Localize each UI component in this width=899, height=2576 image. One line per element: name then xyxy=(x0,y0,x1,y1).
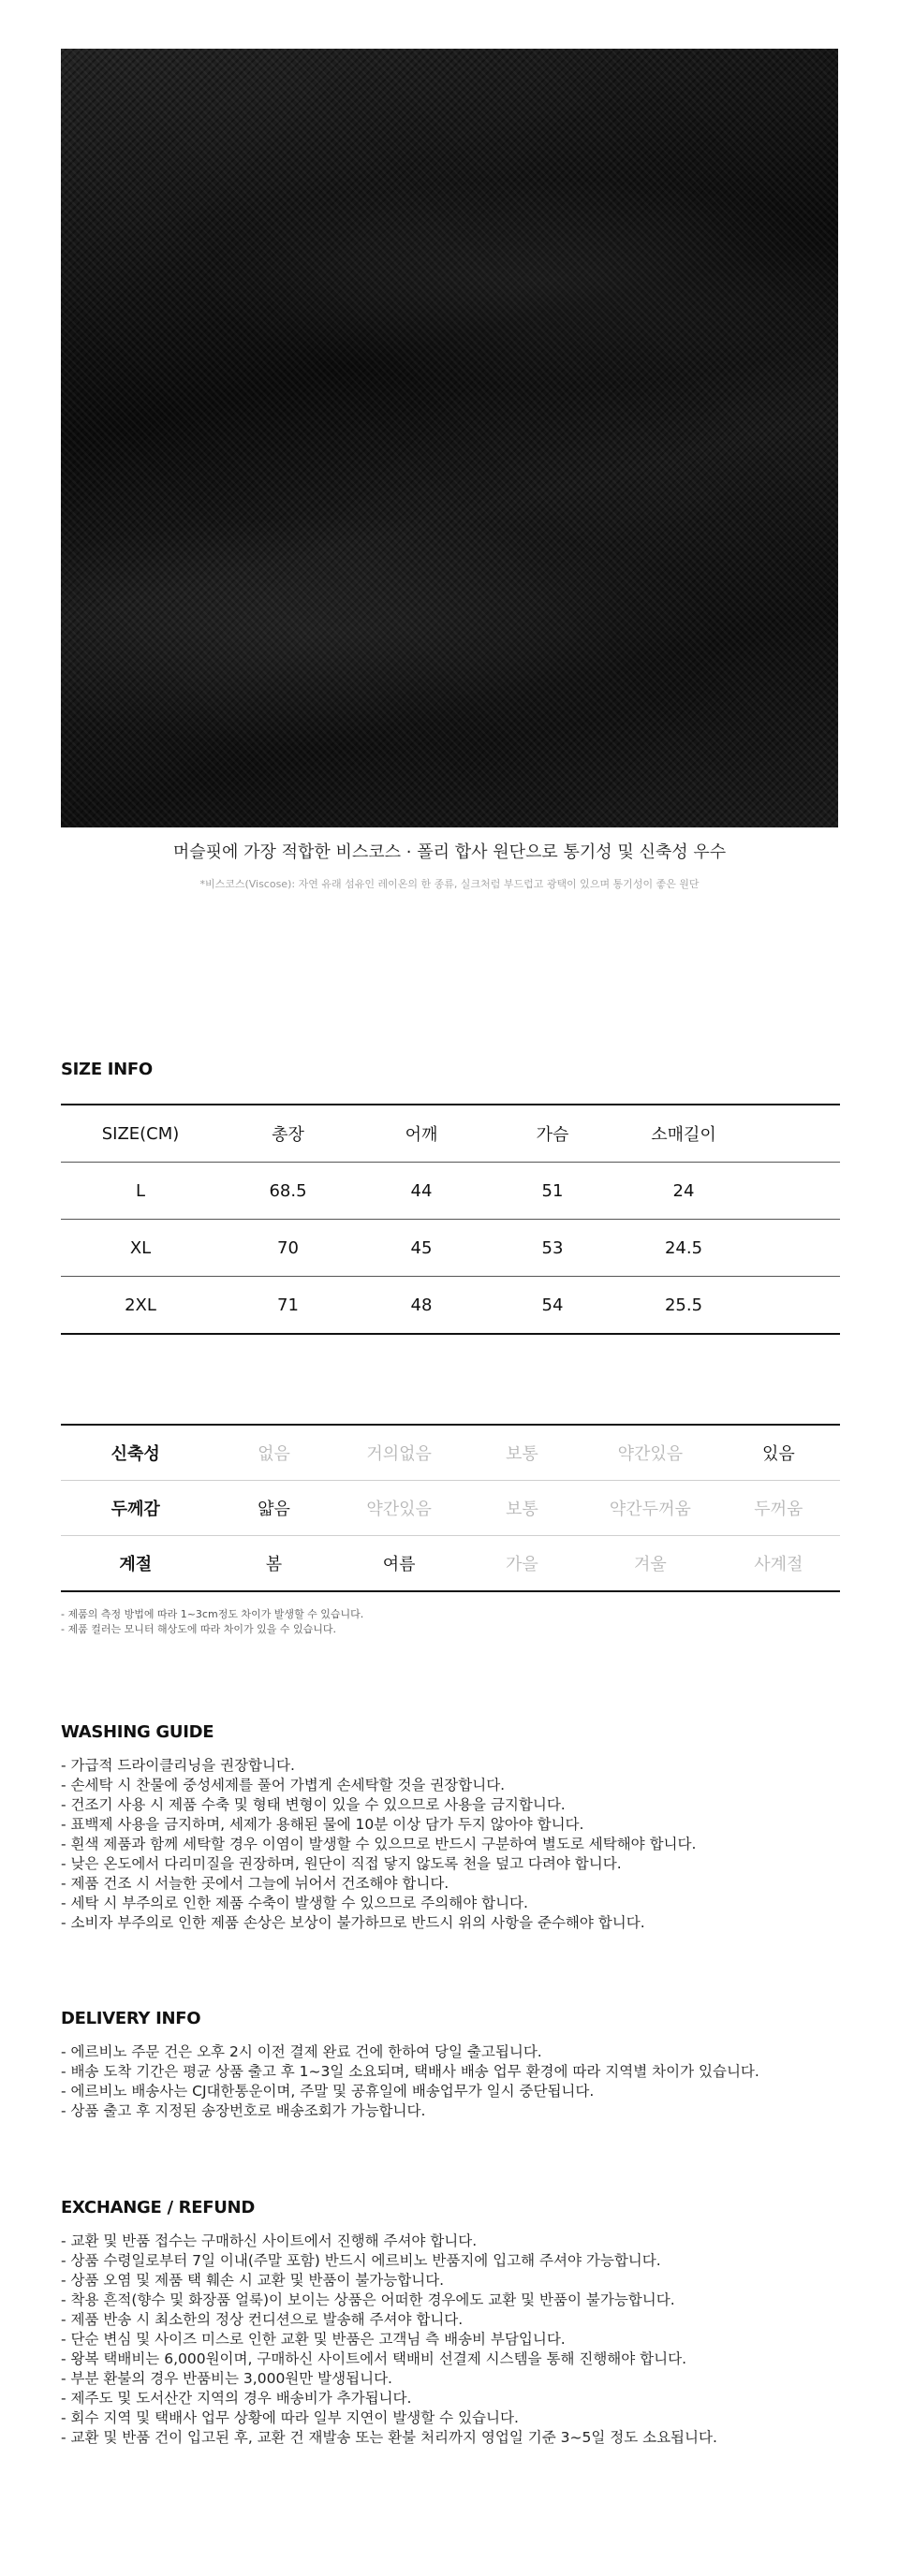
attribute-option: 거의없음 xyxy=(366,1444,432,1464)
measurement-notes xyxy=(61,1607,363,1637)
list-item: - 제주도 및 도서산간 지역의 경우 배송비가 추가됩니다. xyxy=(61,2390,412,2407)
size-cell: 45 xyxy=(410,1237,433,1258)
washing-guide-list xyxy=(61,1756,696,1933)
attribute-label: 계절 xyxy=(119,1555,153,1574)
list-item: - 상품 오염 및 제품 택 훼손 시 교환 및 반품이 불가능합니다. xyxy=(61,2272,445,2289)
size-table xyxy=(61,1104,840,1335)
fabric-description: 머슬핏에 가장 적합한 비스코스 · 폴리 합사 원단으로 통기성 및 신축성 우수 xyxy=(172,842,727,862)
size-header-cell: SIZE(CM) xyxy=(101,1123,180,1144)
size-header-cell: 총장 xyxy=(272,1125,304,1145)
list-item: - 가급적 드라이클리닝을 권장합니다. xyxy=(61,1757,295,1774)
list-item: - 에르비노 배송사는 CJ대한통운이며, 주말 및 공휴일에 배송업무가 일시 중단됩니다. xyxy=(61,2083,595,2100)
note-line: - 제품의 측정 방법에 따라 1~3cm정도 차이가 발생할 수 있습니다. xyxy=(61,1608,364,1620)
size-cell: 48 xyxy=(410,1295,433,1315)
list-item: - 제품 건조 시 서늘한 곳에서 그늘에 뉘어서 건조해야 합니다. xyxy=(61,1875,450,1892)
list-item: - 손세탁 시 찬물에 중성세제를 풀어 가볍게 손세탁할 것을 권장합니다. xyxy=(61,1777,506,1793)
list-item: - 상품 수령일로부터 7일 이내(주말 포함) 반드시 에르비노 반품지에 입고해 주셔야 가능합니다. xyxy=(61,2252,661,2269)
list-item: - 세탁 시 부주의로 인한 제품 수축이 발생할 수 있으므로 주의해야 합니다. xyxy=(61,1895,528,1911)
size-info-title: SIZE INFO xyxy=(61,1060,153,1079)
attribute-option: 보통 xyxy=(506,1444,538,1464)
list-item: - 흰색 제품과 함께 세탁할 경우 이염이 발생할 수 있으므로 반드시 구분하여 별도로 세탁해야 합니다. xyxy=(61,1836,697,1852)
list-item: - 에르비노 주문 건은 오후 2시 이전 결제 완료 건에 한하여 당일 출고됩니다. xyxy=(61,2043,542,2060)
attribute-label: 두께감 xyxy=(111,1500,160,1519)
list-item: - 낮은 온도에서 다리미질을 권장하며, 원단이 직접 닿지 않도록 천을 덮고 다려야 합니다. xyxy=(61,1855,622,1872)
size-cell: 25.5 xyxy=(664,1295,703,1315)
size-cell: XL xyxy=(129,1237,152,1258)
list-item: - 회수 지역 및 택배사 업무 상황에 따라 일부 지연이 발생할 수 있습니다. xyxy=(61,2409,519,2426)
size-cell: 53 xyxy=(541,1237,564,1258)
list-item: - 상품 출고 후 지정된 송장번호로 배송조회가 가능합니다. xyxy=(61,2102,426,2119)
size-cell: 44 xyxy=(410,1180,433,1201)
attribute-option: 보통 xyxy=(506,1500,538,1519)
fabric-footnote: *비스코스(Viscose): 자연 유래 섬유인 레이온의 한 종류, 실크처럼 부드럽고 광택이 있으며 통기성이 좋은 원단 xyxy=(199,878,700,890)
size-header-cell: 소매길이 xyxy=(651,1125,716,1145)
attribute-option: 겨울 xyxy=(633,1555,667,1574)
attribute-row-stretch xyxy=(61,1426,840,1481)
list-item: - 왕복 택배비는 6,000원이며, 구매하신 사이트에서 택배비 선결제 시스템을 통해 진행해야 합니다. xyxy=(61,2350,687,2367)
size-cell: 71 xyxy=(277,1295,299,1315)
size-cell: 54 xyxy=(541,1295,564,1315)
size-table-row xyxy=(61,1220,840,1277)
size-table-row xyxy=(61,1163,840,1220)
list-item: - 소비자 부주의로 인한 제품 손상은 보상이 불가하므로 반드시 위의 사항을 준수해야 합니다. xyxy=(61,1914,645,1931)
attribute-option: 두꺼움 xyxy=(754,1500,803,1519)
attribute-option-selected: 봄 xyxy=(265,1555,283,1574)
size-cell: 24 xyxy=(672,1180,695,1201)
delivery-info-title: DELIVERY INFO xyxy=(61,2009,201,2028)
list-item: - 제품 반송 시 최소한의 정상 컨디션으로 발송해 주셔야 합니다. xyxy=(61,2311,464,2328)
exchange-refund-list xyxy=(61,2232,717,2448)
attribute-option: 약간두꺼움 xyxy=(609,1500,691,1519)
attribute-option-selected: 여름 xyxy=(382,1555,416,1574)
size-cell: 70 xyxy=(277,1237,299,1258)
size-cell: 51 xyxy=(541,1180,564,1201)
list-item: - 부분 환불의 경우 반품비는 3,000원만 발생됩니다. xyxy=(61,2370,392,2387)
attribute-label: 신축성 xyxy=(111,1444,160,1464)
attribute-option: 약간있음 xyxy=(366,1500,432,1519)
size-table-row xyxy=(61,1277,840,1335)
attribute-option: 사계절 xyxy=(754,1555,803,1574)
fabric-texture-photo xyxy=(61,49,838,827)
size-cell: L xyxy=(135,1180,146,1201)
note-line: - 제품 컬러는 모니터 해상도에 따라 차이가 있을 수 있습니다. xyxy=(61,1623,336,1635)
list-item: - 건조기 사용 시 제품 수축 및 형태 변형이 있을 수 있으므로 사용을 금지합니다. xyxy=(61,1796,566,1813)
fabric-attribute-table xyxy=(61,1424,840,1592)
list-item: - 교환 및 반품 접수는 구매하신 사이트에서 진행해 주셔야 합니다. xyxy=(61,2232,478,2249)
size-cell: 68.5 xyxy=(269,1180,307,1201)
size-cell: 2XL xyxy=(125,1295,156,1315)
size-header-cell: 가슴 xyxy=(536,1125,569,1145)
attribute-row-thickness xyxy=(61,1481,840,1536)
size-table-header xyxy=(61,1105,840,1163)
list-item: - 배송 도착 기간은 평균 상품 출고 후 1~3일 소요되며, 택배사 배송 업무 환경에 따라 지역별 차이가 있습니다. xyxy=(61,2063,759,2080)
delivery-info-list xyxy=(61,2042,759,2121)
list-item: - 단순 변심 및 사이즈 미스로 인한 교환 및 반품은 고객님 측 배송비 부담입니다. xyxy=(61,2331,566,2348)
washing-guide-title: WASHING GUIDE xyxy=(61,1722,214,1742)
list-item: - 착용 흔적(향수 및 화장품 얼룩)이 보이는 상품은 어떠한 경우에도 교환 및 반품이 불가능합니다. xyxy=(61,2291,675,2308)
size-header-cell: 어깨 xyxy=(405,1125,438,1145)
attribute-option: 약간있음 xyxy=(617,1444,684,1464)
size-cell: 24.5 xyxy=(664,1237,703,1258)
attribute-row-season xyxy=(61,1536,840,1590)
attribute-option: 없음 xyxy=(258,1444,290,1464)
attribute-option-selected: 있음 xyxy=(761,1444,795,1464)
attribute-option: 가을 xyxy=(506,1555,538,1574)
list-item: - 표백제 사용을 금지하며, 세제가 용해된 물에 10분 이상 담가 두지 않아야 합니다. xyxy=(61,1816,584,1833)
list-item: - 교환 및 반품 건이 입고된 후, 교환 건 재발송 또는 환불 처리까지 영업일 기준 3~5일 정도 소요됩니다. xyxy=(61,2429,717,2446)
attribute-option-selected: 얇음 xyxy=(258,1500,290,1519)
exchange-refund-title: EXCHANGE / REFUND xyxy=(61,2198,255,2217)
